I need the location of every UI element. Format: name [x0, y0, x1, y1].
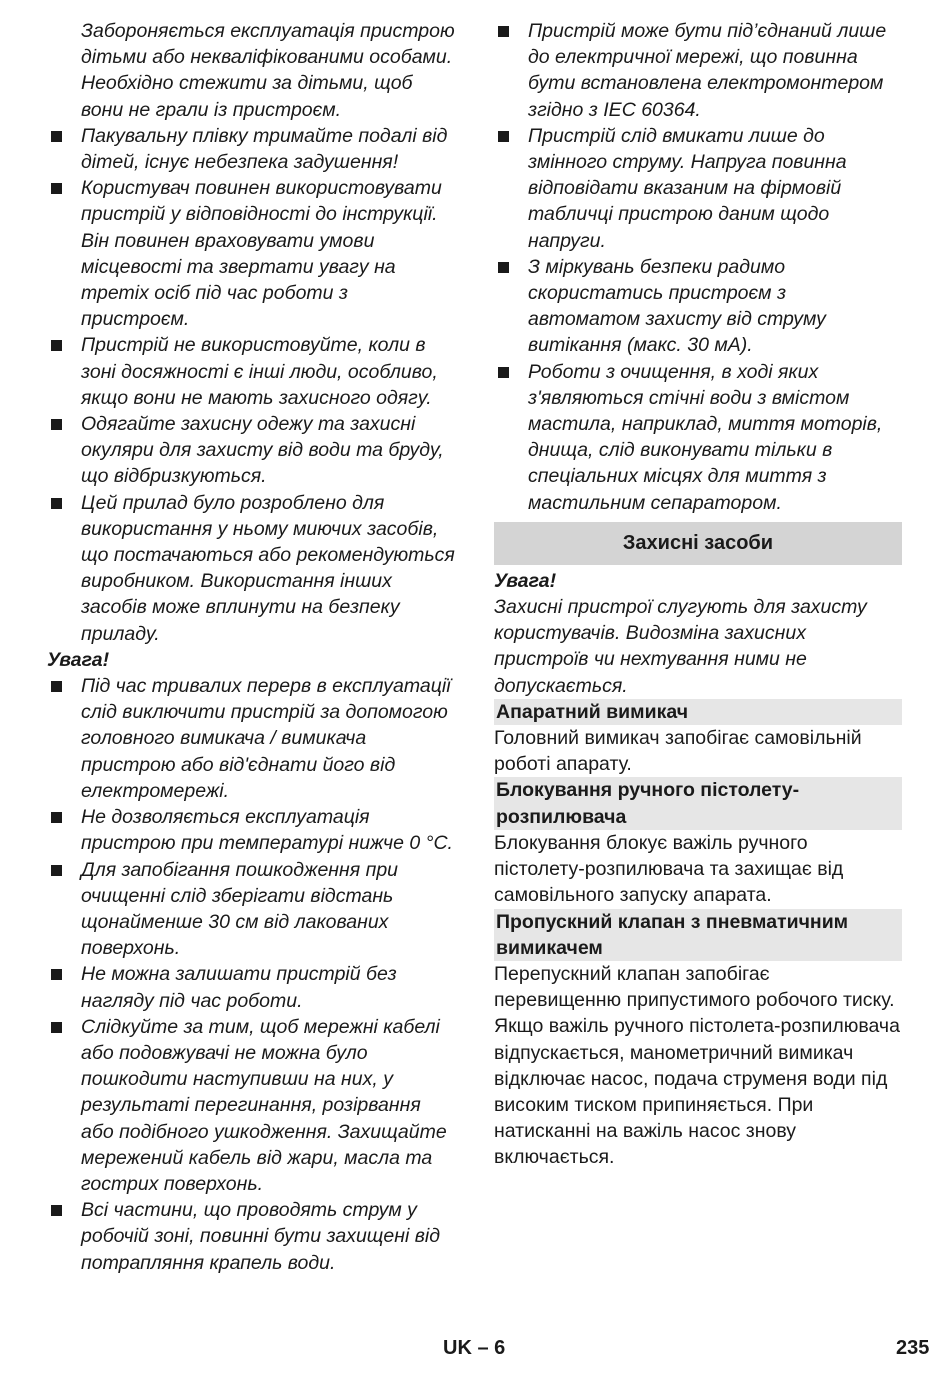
list-item: [494, 123, 902, 254]
list-item-text: Під час тривалих перерв в експлуатації слід виключити пристрій за допомогою головного вимикача / вимикача пристрою або від'єднати його від електромережі.: [81, 675, 451, 802]
caution-paragraph: Захисні пристрої слугують для захисту користувачів. Видозміна захисних пристроїв чи нехтування ними не допускається.: [494, 596, 867, 697]
square-bullet-icon: [51, 969, 62, 980]
list-item-text: Одягайте захисну одежу та захисні окуляри для захисту від води та бруду, що відбризкуються.: [81, 413, 444, 488]
square-bullet-icon: [51, 865, 62, 876]
left-column: [47, 18, 457, 1276]
list-item-text: Пристрій слід вмикати лише до змінного струму. Напруга повинна відповідати вказаним на фірмовій табличці пристрою даним щодо напруги.: [528, 124, 847, 252]
square-bullet-icon: [51, 131, 62, 142]
list-item-text: Для запобігання пошкодження при очищенні слід зберігати відстань щонайменше 30 см від лакованих поверхонь.: [81, 858, 399, 960]
body-paragraph: Якщо важіль ручного пістолета-розпилювача відпускається, манометричний вимикач відключає насос, подача струменя води під високим тиском припиняється. При натисканні на важіль насос знову включається.: [494, 1015, 900, 1169]
list-item: [47, 1014, 457, 1197]
body-paragraph: Перепускний клапан запобігає перевищенню припустимого робочого тиску.: [494, 962, 895, 1012]
list-item-text: Слідкуйте за тим, щоб мережні кабелі або подовжувачі не можна було пошкодити наступивши на них, у результаті перегинання, розірвання або подібного ушкодження. Захищайте мережений кабель від жари, масла та гострих поверхонь.: [81, 1015, 447, 1195]
list-item: [494, 359, 902, 516]
square-bullet-icon: [498, 131, 509, 142]
page-number: 235: [896, 1337, 930, 1359]
square-bullet-icon: [51, 183, 62, 194]
square-bullet-icon: [51, 1022, 62, 1033]
list-item-text: Всі частини, що проводять струм у робочій зоні, повинні бути захищені від потрапляння крапель води.: [81, 1199, 441, 1274]
list-item-text: Не дозволяється експлуатація пристрою при температурі нижче 0 °C.: [81, 806, 453, 855]
list-item: [47, 411, 457, 490]
square-bullet-icon: [498, 367, 509, 378]
list-item-text: Роботи з очищення, в ході яких з'являються стічні води з вмістом мастила, наприклад, миття моторів, днища, слід виконувати тільки в спеціальних місцях для миття з мастильним сепаратором.: [528, 360, 883, 514]
list-item: [47, 804, 457, 856]
list-item-text: Пакувальну плівку тримайте подалі від дітей, існує небезпека задушення!: [81, 124, 448, 174]
caution-label: Увага!: [494, 569, 557, 592]
footer-section-label: UK – 6: [443, 1337, 506, 1359]
list-item-text: Пристрій може бути під’єднаний лише до електричної мережі, що повинна бути встановлена електромонтером згідно з IEC 60364.: [528, 20, 887, 121]
list-item-text: Користувач повинен використовувати пристрій у відповідності до інструкції. Він повинен враховувати умови місцевості та звертати увагу на третіх осіб під час роботи з пристроєм.: [81, 177, 442, 331]
square-bullet-icon: [51, 812, 62, 823]
list-item: [47, 175, 457, 332]
body-paragraph: Головний вимикач запобігає самовільній роботі апарату.: [494, 727, 862, 776]
square-bullet-icon: [51, 419, 62, 430]
list-item: [47, 961, 457, 1013]
list-item: [47, 490, 457, 647]
list-item: [494, 18, 902, 123]
right-column: [494, 18, 902, 1171]
subsection-heading: Пропускний клапан з пневматичним вимикачем: [494, 909, 902, 961]
square-bullet-icon: [51, 498, 62, 509]
square-bullet-icon: [51, 340, 62, 351]
list-item: [47, 673, 457, 804]
subsection-heading: Блокування ручного пістолету-розпилювача: [494, 777, 902, 829]
list-item-text: З міркувань безпеки радимо скористатись пристроєм з автоматом захисту від струму витікання (макс. 30 мА).: [528, 255, 826, 357]
list-item: [47, 332, 457, 411]
square-bullet-icon: [498, 262, 509, 273]
section-title: Захисні засоби: [494, 522, 902, 565]
intro-paragraph: Забороняється експлуатація пристрою дітьми або некваліфікованими особами. Необхідно стежити за дітьми, щоб вони не грали із пристроєм.: [81, 20, 455, 121]
list-item: [47, 1197, 457, 1276]
list-item: [47, 123, 457, 175]
body-paragraph: Блокування блокує важіль ручного пістолету-розпилювача та захищає від самовільного запуску апарата.: [494, 831, 844, 907]
square-bullet-icon: [51, 681, 62, 692]
square-bullet-icon: [498, 26, 509, 37]
list-item: [47, 857, 457, 962]
caution-label: Увага!: [47, 648, 110, 671]
square-bullet-icon: [51, 1205, 62, 1216]
list-item-text: Цей прилад було розроблено для використання у ньому миючих засобів, що постачаються або рекомендуються виробником. Використання інших засобів може вплинути на безпеку приладу.: [81, 491, 455, 645]
subsection-heading: Апаратний вимикач: [494, 699, 902, 725]
list-item-text: Не можна залишати пристрій без нагляду під час роботи.: [81, 963, 397, 1012]
list-item: [494, 254, 902, 359]
list-item-text: Пристрій не використовуйте, коли в зоні досяжності є інші люди, особливо, якщо вони не мають захисного одягу.: [81, 334, 438, 409]
